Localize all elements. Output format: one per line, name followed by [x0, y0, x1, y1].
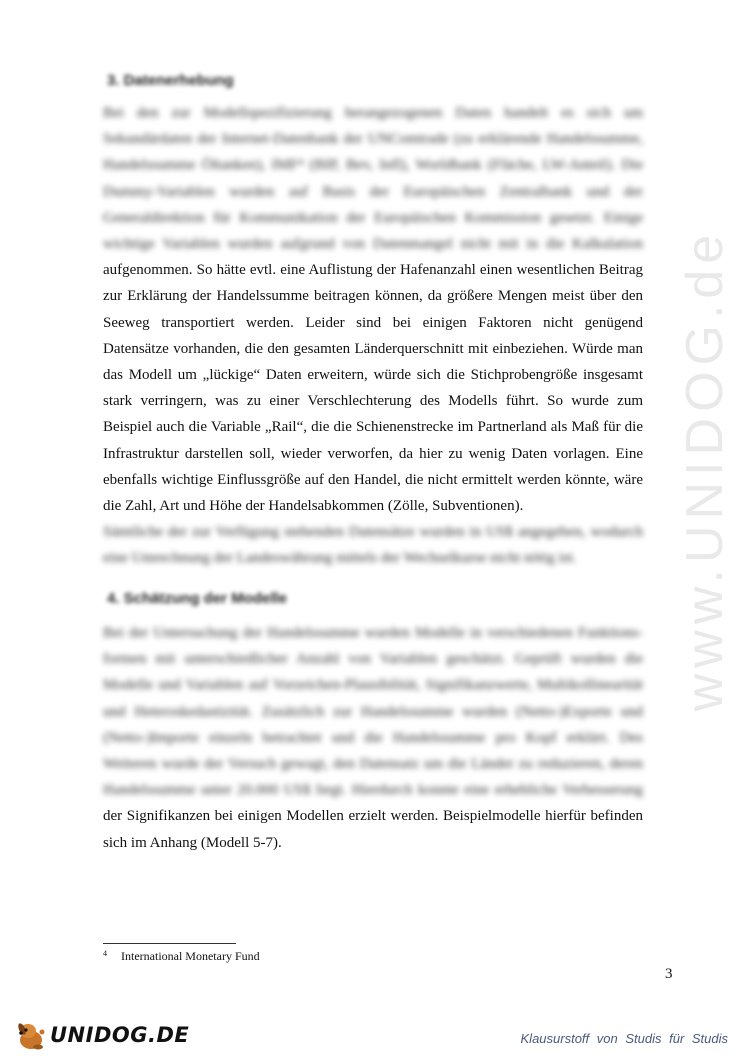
text-line: formen mit unterschiedlicher Anzahl von Variablen geschätzt. Geprüft wurden die — [103, 651, 643, 668]
page-number: 3 — [665, 966, 673, 982]
logo-text: UNIDOG.DE — [50, 1023, 190, 1047]
text-line: Infrastruktur darstellen soll, wieder verworfen, da hier zu wenig Daten vorlagen. Eine — [103, 445, 643, 462]
text-line: Bei den zur Modellspezifizierung herangezogenen Daten handelt es sich um — [103, 105, 643, 121]
text-line: das Modell um „lückige“ Daten erweitern, würde sich die Stichprobengröße insgesamt — [103, 367, 643, 384]
footnote-text: International Monetary Fund — [121, 949, 260, 963]
watermark: www.UNIDOG.de — [676, 228, 734, 712]
text-line: und Heteroskedastizität. Zusätzlich zur Handelssumme wurden (Netto-)Exporte und — [103, 703, 643, 720]
text-line: stark verringern, was zu einer Verschlechterung des Modells führt. So wurde zum — [103, 393, 643, 410]
text-line: Generaldirektion für Kommunikation der Europäischen Kommission gesetzt. Einige — [103, 209, 643, 226]
text-line: Bei der Untersuchung der Handelssumme wurden Modelle in verschiedenen Funktions- — [103, 625, 643, 641]
text-line: zur Erklärung der Handelssumme beitragen können, da größere Mengen meist über den — [103, 288, 643, 305]
text-line: aufgenommen. So hätte evtl. eine Auflistung der Hafenanzahl einen wesentlichen Beitrag — [103, 262, 643, 279]
footer-tagline: Klausurstoff von Studis für Studis — [520, 1031, 728, 1046]
text-line: sich im Anhang (Modell 5-7). — [103, 834, 282, 851]
dog-mascot-icon — [14, 1018, 48, 1052]
footnote — [103, 949, 260, 964]
section-4-heading: 4. Schätzung der Modelle — [107, 590, 288, 607]
text-line: Weiteren wurde der Versuch gewagt, den Datensatz um die Länder zu reduzieren, deren — [103, 756, 643, 773]
text-line: Sämtliche der zur Verfügung stehenden Datensätze wurden in US$ angegeben, wodurch — [103, 524, 643, 541]
footnote-marker: 4 — [103, 949, 107, 958]
text-line: wichtige Variablen wurden aufgrund von Datenmangel nicht mit in die Kalkulation — [103, 236, 643, 253]
text-line: Handelssumme unter 20.000 US$ liegt. Hierdurch konnte eine erhebliche Verbesserung — [103, 782, 643, 799]
text-line: (Netto-)Importe einzeln betrachtet und die Handelssumme pro Kopf erklärt. Des — [103, 729, 643, 746]
text-line: Sekundärdaten der Internet-Datenbank der UNComtrade (zu erklärende Handelssumme, — [103, 131, 643, 148]
text-line: ebenfalls wichtige Einflussgröße auf den Handel, die nicht ermittelt werden könnte, wäre — [103, 471, 643, 488]
footnote-divider — [103, 943, 236, 944]
section-3-heading: 3. Datenerhebung — [107, 72, 234, 89]
unidog-logo[interactable] — [14, 1018, 189, 1052]
text-line: die Zahl, Art und Höhe der Handelsabkommen (Zölle, Subventionen). — [103, 498, 524, 515]
text-line: eine Umrechnung der Landeswährung mittels der Wechselkurse nicht nötig ist. — [103, 550, 577, 567]
text-line: Datensätze vorhanden, die den gesamten Länderquerschnitt mit einbeziehen. Würde man — [103, 340, 643, 357]
text-line: Modelle und Variablen auf Vorzeichen-Plausibilität, Signifikanzwerte, Multikollinearität — [103, 677, 643, 694]
text-line: Beispiel auch die Variable „Rail“, die die Schienenstrecke im Partnerland als Maß für die — [103, 419, 643, 436]
section-3-body — [103, 100, 643, 572]
text-line: Seeweg transportiert werden. Leider sind bei einigen Faktoren nicht genügend — [103, 314, 643, 331]
text-line: Dummy-Variablen wurden auf Basis der Europäischen Zentralbank und der — [103, 183, 643, 200]
text-line: Handelssumme Öltanken), IMF⁴ (BIP, Bev, Infl), Worldbank (Fläche, LW-Anteil). Die — [103, 157, 643, 174]
section-4-body — [103, 620, 643, 856]
text-line: der Signifikanzen bei einigen Modellen erzielt werden. Beispielmodelle hierfür befinden — [103, 808, 643, 825]
